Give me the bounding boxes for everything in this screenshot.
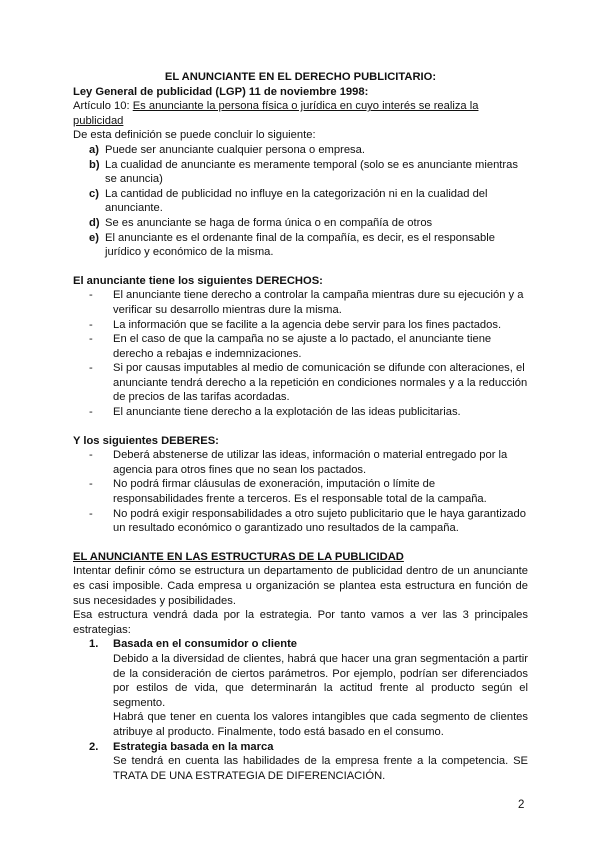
list-label: d) [89, 216, 100, 229]
strategy-number: 1. [89, 638, 99, 651]
list-item: - Si por causas imputables al medio de comunicación se difunde con alteraciones, el anunciante tendrá derecho a la repetición en condiciones normales y a la reducción de precios de las tarifas acordadas. [89, 362, 528, 404]
document-page [73, 70, 528, 783]
list-text: No podrá exigir responsabilidades a otro sujeto publicitario que le haya garantizado un resultado económico o garantizado uno resultados de la campaña. [113, 507, 526, 535]
list-item [73, 187, 528, 216]
structures-paragraph: Intentar definir cómo se estructura un departamento de publicidad dentro de un anunciante es casi imposible. Cada empresa u organización se plantea esta estructura en función de sus necesidades y posibilidades. [73, 565, 528, 607]
duties-list [73, 448, 528, 536]
list-text: El anunciante tiene derecho a controlar la campaña mientras dure su ejecución y a verificar su desarrollo mientras dure la misma. [113, 289, 524, 316]
strategy-title: Basada en el consumidor o cliente [113, 638, 298, 651]
list-item [73, 231, 528, 260]
law-heading: Ley General de publicidad (LGP) 11 de noviembre 1998: [73, 85, 369, 98]
list-item: - En el caso de que la campaña no se ajuste a lo pactado, el anunciante tiene derecho a rebajas e indemnizaciones. [73, 332, 528, 361]
strategy-number: 2. [89, 740, 99, 753]
list-item [73, 158, 528, 187]
strategy-paragraph: Habrá que tener en cuenta los valores intangibles que cada segmento de clientes atribuye al producto. Finalmente, todo está basado en el consumo. [113, 711, 528, 738]
list-item: - No podrá exigir responsabilidades a otro sujeto publicitario que le haya garantizado un resultado económico o garantizado uno resultados de la campaña. [73, 507, 528, 536]
page-number: 2 [518, 799, 525, 811]
list-label: b) [89, 158, 100, 171]
list-text: Puede ser anunciante cualquier persona o empresa. [105, 143, 365, 156]
rights-heading: El anunciante tiene los siguientes DERECHOS: [73, 274, 323, 287]
article-line [73, 99, 528, 128]
list-item: - El anunciante tiene derecho a la explotación de las ideas publicitarias. [73, 405, 528, 420]
list-text: El anunciante tiene derecho a la explotación de las ideas publicitarias. [113, 406, 461, 419]
rights-list [73, 288, 528, 419]
list-item [73, 216, 528, 231]
list-label: e) [89, 231, 99, 244]
list-label: c) [89, 187, 99, 200]
structures-heading: EL ANUNCIANTE EN LAS ESTRUCTURAS DE LA PUBLICIDAD [73, 550, 404, 563]
duties-heading: Y los siguientes DEBERES: [73, 434, 219, 447]
list-text: El anunciante es el ordenante final de la compañía, es decir, es el responsable jurídico y económico de la misma. [105, 231, 495, 259]
strategy-paragraph: Debido a la diversidad de clientes, habrá que hacer una gran segmentación a partir de la consideración de ciertos parámetros. Por ejemplo, podrían ser diferenciados por estilos de vida, que determinarán la actitud frente al producto según el segmento. [113, 652, 528, 709]
strategies-list [73, 637, 528, 783]
list-label: a) [89, 143, 99, 156]
list-item: - No podrá firmar cláusulas de exoneración, imputación o límite de responsabilidades frente a terceros. Es el responsable total de la campaña. [73, 477, 528, 506]
list-text: La información que se facilite a la agencia debe servir para los fines pactados. [113, 318, 502, 331]
list-text: Se es anunciante se haga de forma única o en compañía de otros [105, 216, 433, 229]
list-item: - El anunciante tiene derecho a controlar la campaña mientras dure su ejecución y a verificar su desarrollo mientras dure la misma. [73, 288, 528, 317]
structures-paragraph: Esa estructura vendrá dada por la estrategia. Por tanto vamos a ver las 3 principales estrategias: [73, 609, 528, 636]
strategy-title: Estrategia basada en la marca [113, 740, 274, 753]
strategy-item [73, 637, 528, 739]
list-text: No podrá firmar cláusulas de exoneración, imputación o límite de responsabilidades frente a terceros. Es el responsable total de la campaña. [113, 478, 487, 506]
list-text: Deberá abstenerse de utilizar las ideas, información o material entregado por la agencia para otros fines que no sean los pactados. [113, 449, 508, 476]
list-item: - Deberá abstenerse de utilizar las ideas, información o material entregado por la agencia para otros fines que no sean los pactados. [73, 448, 528, 477]
strategy-item [73, 740, 528, 784]
list-item [73, 143, 528, 158]
list-text: La cualidad de anunciante es meramente temporal (solo se es anunciante mientras se anuncia) [105, 158, 518, 186]
points-list [73, 143, 528, 260]
list-text: Si por causas imputables al medio de comunicación se difunde con alteraciones, el anunciante tendrá derecho a la repetición en condiciones normales y a la reducción de precios de las tarifas acordadas. [113, 362, 528, 404]
list-text: En el caso de que la campaña no se ajuste a lo pactado, el anunciante tiene derecho a rebajas e indemnizaciones. [113, 333, 492, 360]
article-text: Es anunciante la persona física o jurídica en cuyo interés se realiza la publicidad [73, 100, 479, 127]
conclusion-intro: De esta definición se puede concluir lo siguiente: [73, 129, 316, 142]
strategy-paragraph: Se tendrá en cuenta las habilidades de la empresa frente a la competencia. SE TRATA DE UNA ESTRATEGIA DE DIFERENCIACIÓN. [113, 755, 528, 782]
article-prefix: Artículo 10: [73, 100, 133, 113]
list-item: - La información que se facilite a la agencia debe servir para los fines pactados. [73, 318, 528, 333]
page-title: EL ANUNCIANTE EN EL DERECHO PUBLICITARIO: [164, 71, 437, 83]
list-text: La cantidad de publicidad no influye en la categorización ni en la cualidad del anunciante. [105, 187, 488, 215]
